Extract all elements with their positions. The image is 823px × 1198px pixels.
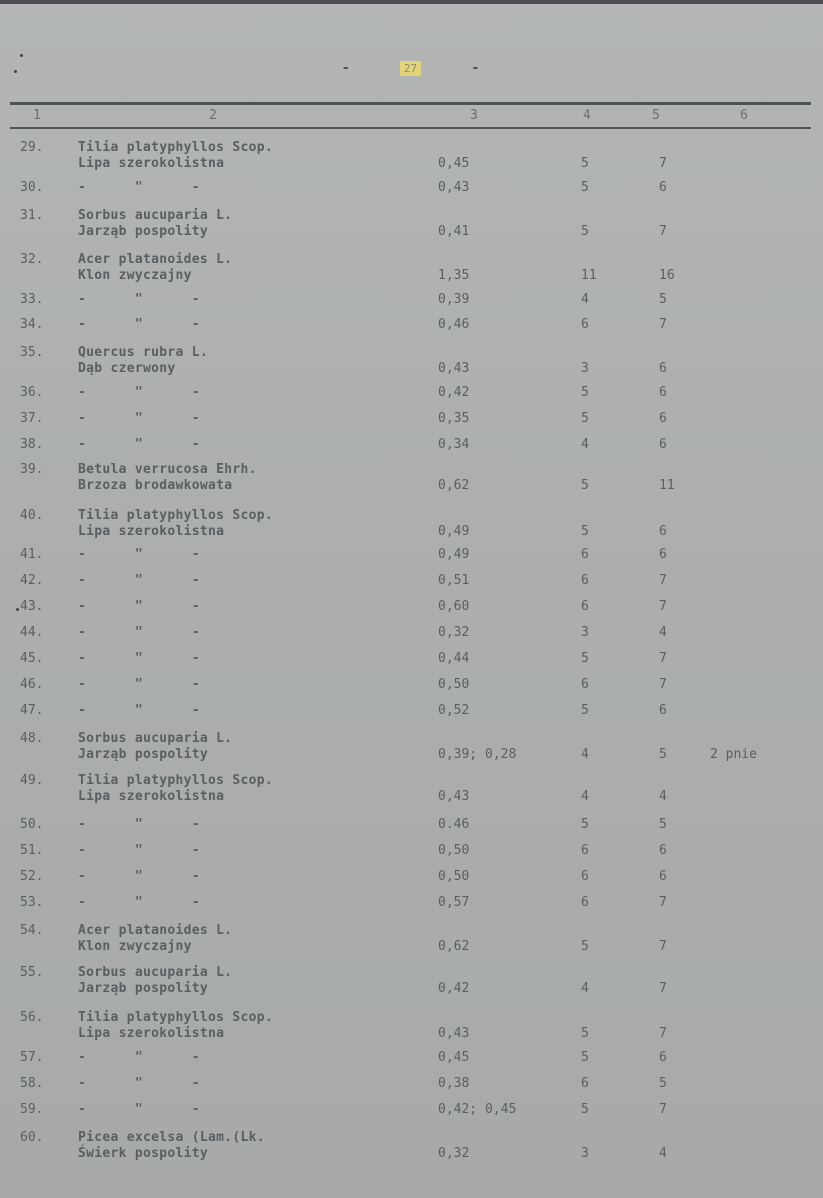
row-number: 31.: [20, 208, 44, 223]
species-name-line-1: - " -: [78, 1050, 200, 1065]
cell-col-5: 6: [659, 703, 667, 718]
species-name: [78, 140, 273, 172]
cell-col-4: 6: [581, 677, 589, 692]
cell-col-4: 5: [581, 385, 589, 400]
row-number: 42.: [20, 573, 44, 588]
cell-col-4: 11: [581, 268, 597, 283]
species-name-line-1: Acer platanoides L.: [78, 923, 233, 938]
cell-col-5: 6: [659, 524, 667, 539]
species-name-line-1: Sorbus aucuparia L.: [78, 731, 233, 746]
species-name: [78, 651, 200, 667]
cell-col-4: 5: [581, 180, 589, 195]
cell-col-4: 6: [581, 547, 589, 562]
row-number: 43.: [20, 599, 44, 614]
cell-col-5: 5: [659, 747, 667, 762]
row-number: 55.: [20, 965, 44, 980]
cell-col-4: 6: [581, 869, 589, 884]
row-number: 30.: [20, 180, 44, 195]
row-number: 29.: [20, 140, 44, 155]
species-name-line-1: - " -: [78, 599, 200, 614]
page-header: [10, 48, 811, 88]
species-name: [78, 599, 200, 615]
cell-col-5: 4: [659, 625, 667, 640]
cell-col-5: 7: [659, 939, 667, 954]
cell-col-3: 0,43: [438, 361, 470, 376]
cell-col-5: 7: [659, 573, 667, 588]
cell-col-5: 7: [659, 1102, 667, 1117]
species-name: [78, 573, 200, 589]
species-name-line-1: Tilia platyphyllos Scop.: [78, 508, 274, 523]
cell-col-6: 2 pnie: [710, 747, 757, 762]
cell-col-3: 0,45: [438, 1050, 470, 1065]
species-name: [78, 677, 200, 693]
species-name: [78, 508, 273, 540]
species-name-line-1: - " -: [78, 385, 200, 400]
scan-speck: [20, 54, 23, 57]
column-header-4: 4: [583, 108, 591, 123]
scan-speck: [14, 70, 17, 73]
cell-col-3: 0,43: [438, 789, 470, 804]
cell-col-5: 6: [659, 411, 667, 426]
row-number: 35.: [20, 345, 44, 360]
cell-col-4: 4: [581, 747, 589, 762]
species-name-line-1: - " -: [78, 292, 200, 307]
row-number: 45.: [20, 651, 44, 666]
scan-top-edge: [0, 0, 823, 4]
species-name-line-2: Lipa szerokolistna: [78, 156, 225, 171]
header-dash-right: -: [471, 60, 480, 76]
cell-col-4: 5: [581, 478, 589, 493]
header-dash-left: -: [341, 60, 350, 76]
cell-col-5: 7: [659, 224, 667, 239]
cell-col-5: 5: [659, 1076, 667, 1091]
species-name-line-2: Lipa szerokolistna: [78, 524, 225, 539]
cell-col-3: 0,35: [438, 411, 470, 426]
species-name: [78, 317, 200, 333]
cell-col-4: 6: [581, 895, 589, 910]
row-number: 57.: [20, 1050, 44, 1065]
cell-col-5: 5: [659, 292, 667, 307]
species-name: [78, 625, 200, 641]
species-name-line-1: Betula verrucosa Ehrh.: [78, 462, 257, 477]
cell-col-5: 7: [659, 317, 667, 332]
row-number: 48.: [20, 731, 44, 746]
cell-col-4: 3: [581, 361, 589, 376]
species-name: [78, 385, 200, 401]
table-header-rule: [10, 127, 811, 129]
column-header-2: 2: [209, 108, 217, 123]
species-name: [78, 252, 232, 284]
cell-col-3: 0,50: [438, 869, 470, 884]
cell-col-4: 6: [581, 1076, 589, 1091]
cell-col-5: 7: [659, 156, 667, 171]
row-number: 53.: [20, 895, 44, 910]
species-name: [78, 437, 200, 453]
species-name: [78, 869, 200, 885]
cell-col-5: 7: [659, 981, 667, 996]
cell-col-3: 0,38: [438, 1076, 470, 1091]
row-number: 52.: [20, 869, 44, 884]
cell-col-3: 0,32: [438, 1146, 470, 1161]
cell-col-4: 5: [581, 939, 589, 954]
species-name-line-1: - " -: [78, 869, 200, 884]
cell-col-3: 0,41: [438, 224, 470, 239]
cell-col-3: 0,42; 0,45: [438, 1102, 517, 1117]
cell-col-4: 6: [581, 573, 589, 588]
species-name-line-1: - " -: [78, 843, 200, 858]
species-name: [78, 462, 257, 494]
cell-col-4: 3: [581, 1146, 589, 1161]
species-name: [78, 547, 200, 563]
row-number: 59.: [20, 1102, 44, 1117]
cell-col-3: 0,50: [438, 843, 470, 858]
row-number: 58.: [20, 1076, 44, 1091]
species-name-line-1: Quercus rubra L.: [78, 345, 209, 360]
cell-col-4: 5: [581, 224, 589, 239]
row-number: 51.: [20, 843, 44, 858]
cell-col-3: 1,35: [438, 268, 470, 283]
species-name-line-2: Klon zwyczajny: [78, 939, 192, 954]
cell-col-4: 5: [581, 703, 589, 718]
cell-col-3: 0,42: [438, 981, 470, 996]
species-name-line-1: - " -: [78, 547, 200, 562]
row-number: 54.: [20, 923, 44, 938]
column-header-3: 3: [470, 108, 478, 123]
row-number: 38.: [20, 437, 44, 452]
species-name: [78, 923, 232, 955]
cell-col-4: 6: [581, 317, 589, 332]
species-name-line-1: - " -: [78, 677, 200, 692]
species-name: [78, 703, 200, 719]
species-name-line-1: Picea excelsa (Lam.(Lk.: [78, 1130, 265, 1145]
column-header-5: 5: [652, 108, 660, 123]
cell-col-5: 6: [659, 361, 667, 376]
row-number: 46.: [20, 677, 44, 692]
cell-col-3: 0,45: [438, 156, 470, 171]
species-name-line-1: Acer platanoides L.: [78, 252, 233, 267]
species-name: [78, 1130, 265, 1162]
species-name-line-1: - " -: [78, 180, 200, 195]
cell-col-5: 4: [659, 789, 667, 804]
row-number: 36.: [20, 385, 44, 400]
cell-col-5: 6: [659, 869, 667, 884]
species-name-line-1: - " -: [78, 1102, 200, 1117]
cell-col-5: 6: [659, 437, 667, 452]
species-name: [78, 895, 200, 911]
cell-col-4: 5: [581, 156, 589, 171]
cell-col-3: 0,34: [438, 437, 470, 452]
species-name-line-1: - " -: [78, 817, 200, 832]
species-name: [78, 1050, 200, 1066]
row-number: 47.: [20, 703, 44, 718]
cell-col-5: 4: [659, 1146, 667, 1161]
row-number: 44.: [20, 625, 44, 640]
species-name-line-2: Lipa szerokolistna: [78, 789, 225, 804]
cell-col-4: 5: [581, 411, 589, 426]
species-name-line-1: - " -: [78, 625, 200, 640]
cell-col-3: 0,62: [438, 478, 470, 493]
species-name: [78, 1076, 200, 1092]
species-name-line-2: Lipa szerokolistna: [78, 1026, 225, 1041]
row-number: 32.: [20, 252, 44, 267]
cell-col-3: 0,60: [438, 599, 470, 614]
cell-col-4: 4: [581, 437, 589, 452]
cell-col-5: 6: [659, 385, 667, 400]
cell-col-3: 0,32: [438, 625, 470, 640]
cell-col-5: 6: [659, 843, 667, 858]
cell-col-3: 0,43: [438, 1026, 470, 1041]
species-name-line-2: Świerk pospolity: [78, 1146, 209, 1161]
species-name-line-1: Tilia platyphyllos Scop.: [78, 140, 274, 155]
table-top-rule: [10, 102, 811, 105]
species-name-line-1: - " -: [78, 1076, 200, 1091]
cell-col-3: 0,39; 0,28: [438, 747, 517, 762]
cell-col-4: 5: [581, 524, 589, 539]
species-name-line-1: Tilia platyphyllos Scop.: [78, 773, 274, 788]
cell-col-4: 5: [581, 1026, 589, 1041]
cell-col-5: 6: [659, 1050, 667, 1065]
row-number: 56.: [20, 1010, 44, 1025]
species-name-line-1: - " -: [78, 437, 200, 452]
cell-col-5: 7: [659, 651, 667, 666]
cell-col-3: 0,49: [438, 547, 470, 562]
page-number: 27: [400, 61, 421, 76]
cell-col-3: 0.46: [438, 817, 470, 832]
cell-col-4: 5: [581, 1050, 589, 1065]
species-name-line-1: - " -: [78, 411, 200, 426]
cell-col-3: 0,49: [438, 524, 470, 539]
column-header-6: 6: [740, 108, 748, 123]
species-name-line-2: Jarząb pospolity: [78, 747, 209, 762]
column-header-1: 1: [33, 108, 41, 123]
row-number: 33.: [20, 292, 44, 307]
species-name-line-1: Sorbus aucuparia L.: [78, 965, 233, 980]
species-name-line-1: - " -: [78, 573, 200, 588]
cell-col-3: 0,62: [438, 939, 470, 954]
cell-col-5: 6: [659, 547, 667, 562]
row-number: 49.: [20, 773, 44, 788]
species-name: [78, 292, 200, 308]
cell-col-4: 4: [581, 292, 589, 307]
cell-col-5: 7: [659, 599, 667, 614]
species-name-line-1: - " -: [78, 895, 200, 910]
species-name-line-2: Brzoza brodawkowata: [78, 478, 233, 493]
row-number: 37.: [20, 411, 44, 426]
species-name: [78, 345, 208, 377]
cell-col-3: 0,46: [438, 317, 470, 332]
cell-col-5: 6: [659, 180, 667, 195]
species-name: [78, 411, 200, 427]
cell-col-3: 0,50: [438, 677, 470, 692]
species-name-line-1: Sorbus aucuparia L.: [78, 208, 233, 223]
cell-col-4: 6: [581, 599, 589, 614]
cell-col-3: 0,44: [438, 651, 470, 666]
cell-col-4: 4: [581, 981, 589, 996]
row-number: 50.: [20, 817, 44, 832]
species-name-line-2: Jarząb pospolity: [78, 981, 209, 996]
cell-col-3: 0,39: [438, 292, 470, 307]
species-name: [78, 1010, 273, 1042]
cell-col-5: 7: [659, 895, 667, 910]
scan-speck: [16, 608, 19, 611]
cell-col-5: 7: [659, 677, 667, 692]
species-name-line-2: Jarząb pospolity: [78, 224, 209, 239]
cell-col-5: 16: [659, 268, 675, 283]
cell-col-3: 0,52: [438, 703, 470, 718]
species-name: [78, 180, 200, 196]
cell-col-4: 5: [581, 817, 589, 832]
row-number: 40.: [20, 508, 44, 523]
cell-col-4: 6: [581, 843, 589, 858]
species-name-line-1: - " -: [78, 317, 200, 332]
species-name: [78, 817, 200, 833]
species-name: [78, 208, 232, 240]
species-name: [78, 773, 273, 805]
cell-col-3: 0,51: [438, 573, 470, 588]
cell-col-4: 3: [581, 625, 589, 640]
cell-col-3: 0,42: [438, 385, 470, 400]
cell-col-3: 0,57: [438, 895, 470, 910]
species-name: [78, 731, 232, 763]
species-name-line-1: - " -: [78, 651, 200, 666]
species-name-line-1: - " -: [78, 703, 200, 718]
species-name: [78, 843, 200, 859]
cell-col-4: 4: [581, 789, 589, 804]
cell-col-4: 5: [581, 651, 589, 666]
cell-col-4: 5: [581, 1102, 589, 1117]
cell-col-5: 11: [659, 478, 675, 493]
species-name: [78, 965, 232, 997]
row-number: 60.: [20, 1130, 44, 1145]
species-name-line-2: Klon zwyczajny: [78, 268, 192, 283]
species-name: [78, 1102, 200, 1118]
row-number: 39.: [20, 462, 44, 477]
cell-col-5: 7: [659, 1026, 667, 1041]
row-number: 41.: [20, 547, 44, 562]
cell-col-5: 5: [659, 817, 667, 832]
row-number: 34.: [20, 317, 44, 332]
species-name-line-2: Dąb czerwony: [78, 361, 176, 376]
species-name-line-1: Tilia platyphyllos Scop.: [78, 1010, 274, 1025]
cell-col-3: 0,43: [438, 180, 470, 195]
